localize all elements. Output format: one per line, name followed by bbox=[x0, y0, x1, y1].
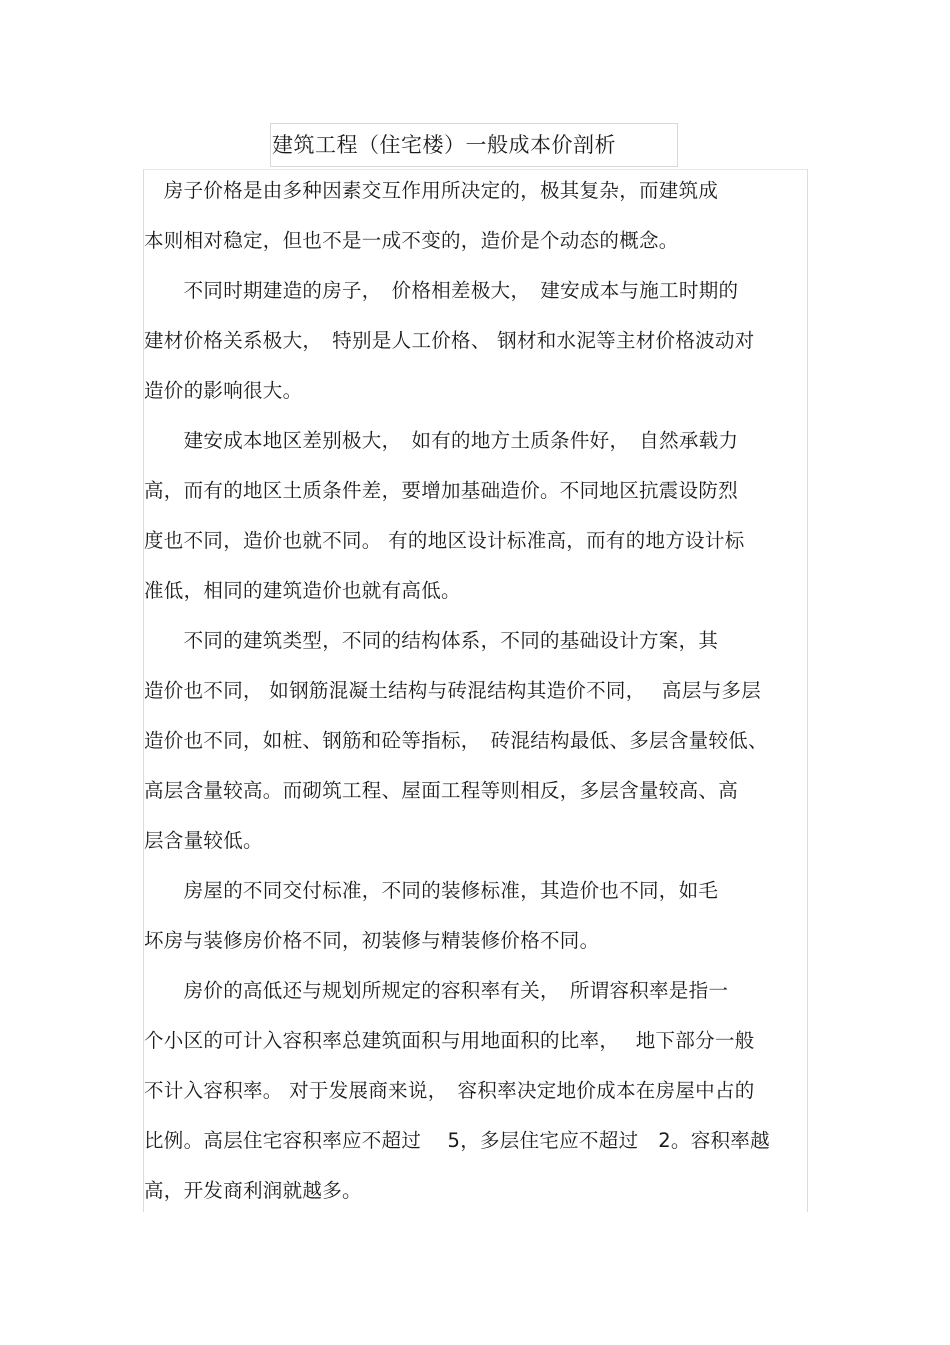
text-line: 准低，相同的建筑造价也就有高低。 bbox=[144, 579, 461, 602]
text-line: 房价的高低还与规划所规定的容积率有关， 所谓容积率是指一 bbox=[144, 979, 729, 1002]
text-line: 建安成本地区差别极大， 如有的地方土质条件好， 自然承载力 bbox=[144, 429, 739, 452]
text-line: 房屋的不同交付标准，不同的装修标准，其造价也不同，如毛 bbox=[144, 879, 719, 902]
text-line: 不同时期建造的房子， 价格相差极大， 建安成本与施工时期的 bbox=[144, 279, 739, 302]
text-line: 房子价格是由多种因素交互作用所决定的，极其复杂，而建筑成 bbox=[144, 179, 719, 202]
text-line: 度也不同，造价也就不同。 有的地区设计标准高，而有的地方设计标 bbox=[144, 529, 745, 552]
text-line: 高层含量较高。而砌筑工程、屋面工程等则相反，多层含量较高、高 bbox=[144, 779, 739, 802]
text-line: 坏房与装修房价格不同，初装修与精装修价格不同。 bbox=[144, 929, 600, 952]
text-line: 建材价格关系极大， 特别是人工价格、 钢材和水泥等主材价格波动对 bbox=[144, 329, 755, 352]
text-line: 不计入容积率。 对于发展商来说， 容积率决定地价成本在房屋中占的 bbox=[144, 1079, 755, 1102]
text-line: 造价的影响很大。 bbox=[144, 379, 303, 402]
text-line: 本则相对稳定，但也不是一成不变的，造价是个动态的概念。 bbox=[144, 229, 679, 252]
text-line: 造价也不同， 如钢筋混凝土结构与砖混结构其造价不同， 高层与多层 bbox=[144, 679, 762, 702]
text-line: 不同的建筑类型，不同的结构体系，不同的基础设计方案，其 bbox=[144, 629, 719, 652]
text-line: 个小区的可计入容积率总建筑面积与用地面积的比率， 地下部分一般 bbox=[144, 1029, 755, 1052]
document-title: 建筑工程（住宅楼）一般成本价剖析 bbox=[272, 133, 616, 157]
text-line: 高，开发商利润就越多。 bbox=[144, 1179, 362, 1202]
text-line: 比例。高层住宅容积率应不超过 5，多层住宅应不超过 2。容积率越 bbox=[144, 1129, 770, 1152]
text-line: 造价也不同，如桩、钢筋和砼等指标， 砖混结构最低、多层含量较低、 bbox=[144, 729, 768, 752]
text-line: 高，而有的地区土质条件差，要增加基础造价。不同地区抗震设防烈 bbox=[144, 479, 739, 502]
text-line: 层含量较低。 bbox=[144, 829, 263, 852]
